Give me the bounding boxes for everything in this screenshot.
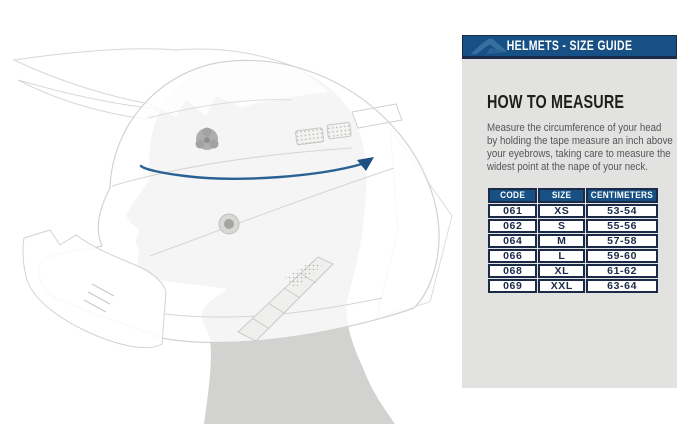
cell-code: 069 bbox=[488, 279, 537, 293]
how-to-measure-text bbox=[487, 122, 673, 174]
body-line: by holding the tape measure an inch above bbox=[487, 134, 673, 147]
column-header-centimeters: CENTIMETERS bbox=[586, 188, 658, 203]
column-header-code: CODE bbox=[488, 188, 537, 203]
cell-code: 068 bbox=[488, 264, 537, 278]
column-header-size: SIZE bbox=[538, 188, 585, 203]
cell-size: XL bbox=[538, 264, 585, 278]
how-to-measure-heading: HOW TO MEASURE bbox=[487, 92, 625, 112]
helmet-side-pod bbox=[219, 214, 239, 234]
cell-centimeters: 55-56 bbox=[586, 219, 658, 233]
table-row bbox=[488, 264, 658, 278]
table-row bbox=[488, 219, 658, 233]
cell-size: L bbox=[538, 249, 585, 263]
panel-content bbox=[462, 59, 677, 294]
table-row bbox=[488, 204, 658, 218]
table-row bbox=[488, 234, 658, 248]
cell-size: S bbox=[538, 219, 585, 233]
panel-title: HELMETS - SIZE GUIDE bbox=[506, 38, 633, 53]
cell-size: M bbox=[538, 234, 585, 248]
table-row bbox=[488, 249, 658, 263]
body-line: Measure the circumference of your head bbox=[487, 122, 662, 134]
size-table bbox=[487, 187, 659, 294]
body-line: widest point at the nape of your neck. bbox=[487, 160, 648, 173]
panel-header bbox=[462, 35, 677, 59]
size-guide-panel bbox=[462, 35, 677, 388]
cell-size: XXL bbox=[538, 279, 585, 293]
cell-size: XS bbox=[538, 204, 585, 218]
size-table-header-row bbox=[488, 188, 658, 203]
table-row bbox=[488, 279, 658, 293]
cell-centimeters: 59-60 bbox=[586, 249, 658, 263]
cell-centimeters: 63-64 bbox=[586, 279, 658, 293]
cell-code: 062 bbox=[488, 219, 537, 233]
cell-code: 061 bbox=[488, 204, 537, 218]
cell-code: 064 bbox=[488, 234, 537, 248]
body-line: your eyebrows, taking care to measure the bbox=[487, 147, 671, 160]
cell-centimeters: 53-54 bbox=[586, 204, 658, 218]
cell-centimeters: 61-62 bbox=[586, 264, 658, 278]
cell-centimeters: 57-58 bbox=[586, 234, 658, 248]
cell-code: 066 bbox=[488, 249, 537, 263]
